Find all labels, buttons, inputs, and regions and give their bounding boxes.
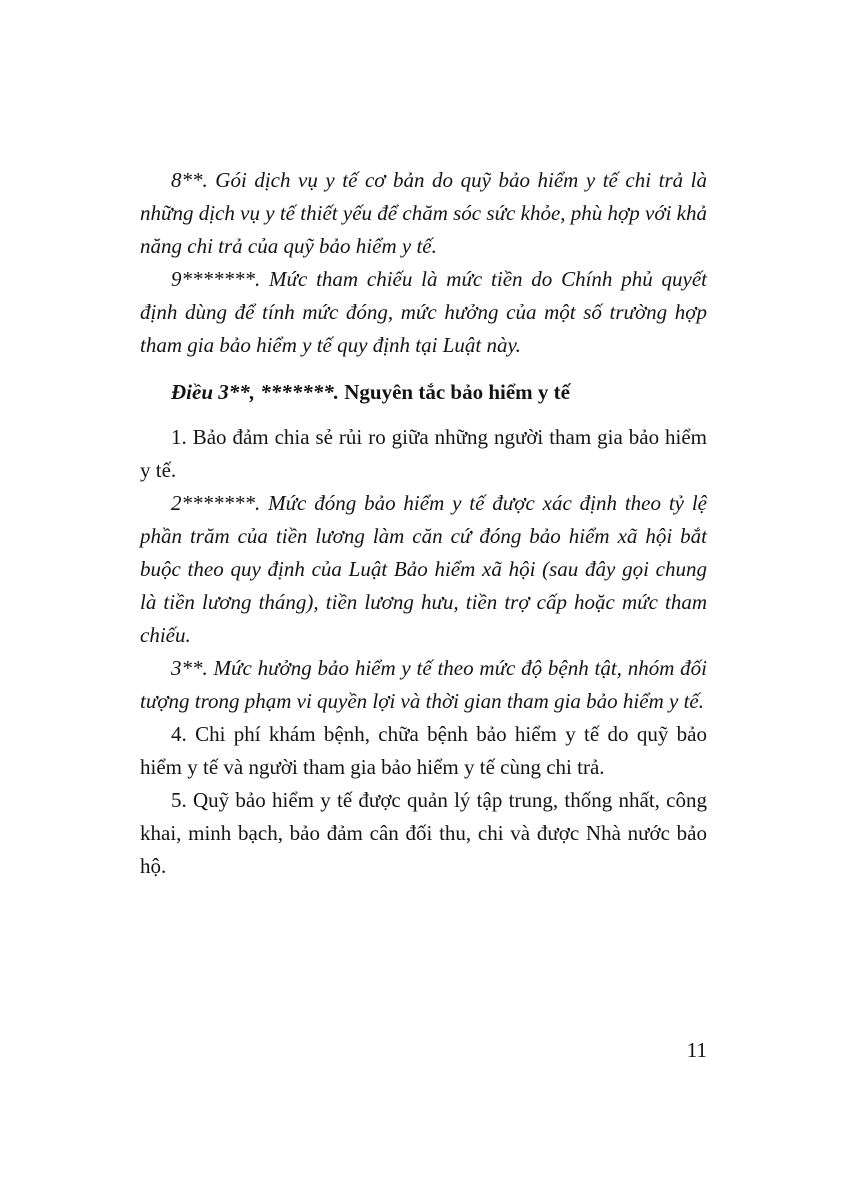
- paragraph-item-3: 3**. Mức hưởng bảo hiểm y tế theo mức độ bệnh tật, nhóm đối tượng trong phạm vi quyền lợi và thời gian tham gia bảo hiểm y tế.: [140, 656, 707, 713]
- paragraph-item-2: 2*******. Mức đóng bảo hiểm y tế được xác định theo tỷ lệ phần trăm của tiền lương làm căn cứ đóng bảo hiểm xã hội bắt buộc theo quy định của Luật Bảo hiểm xã hội (sau đây gọi chung là tiền lương tháng), tiền lương hưu, tiền trợ cấp hoặc mức tham chiếu.: [140, 491, 707, 647]
- section-heading-title: Nguyên tắc bảo hiểm y tế: [344, 380, 570, 404]
- text-block: [140, 164, 707, 883]
- section-heading: [140, 376, 707, 409]
- paragraph-definition-9: 9*******. Mức tham chiếu là mức tiền do Chính phủ quyết định dùng để tính mức đóng, mức hưởng của một số trường hợp tham gia bảo hiểm y tế quy định tại Luật này.: [140, 267, 707, 357]
- section-heading-number: Điều 3**, *******.: [171, 380, 339, 404]
- paragraph-definition-8: 8**. Gói dịch vụ y tế cơ bản do quỹ bảo hiểm y tế chi trả là những dịch vụ y tế thiết yếu để chăm sóc sức khỏe, phù hợp với khả năng chi trả của quỹ bảo hiểm y tế.: [140, 168, 707, 258]
- page-number: 11: [686, 1038, 707, 1062]
- paragraph-item-1: 1. Bảo đảm chia sẻ rủi ro giữa những người tham gia bảo hiểm y tế.: [140, 425, 707, 482]
- paragraph-item-5: 5. Quỹ bảo hiểm y tế được quản lý tập trung, thống nhất, công khai, minh bạch, bảo đảm cân đối thu, chi và được Nhà nước bảo hộ.: [140, 788, 707, 878]
- paragraph-item-4: 4. Chi phí khám bệnh, chữa bệnh bảo hiểm y tế do quỹ bảo hiểm y tế và người tham gia bảo hiểm y tế cùng chi trả.: [140, 722, 707, 779]
